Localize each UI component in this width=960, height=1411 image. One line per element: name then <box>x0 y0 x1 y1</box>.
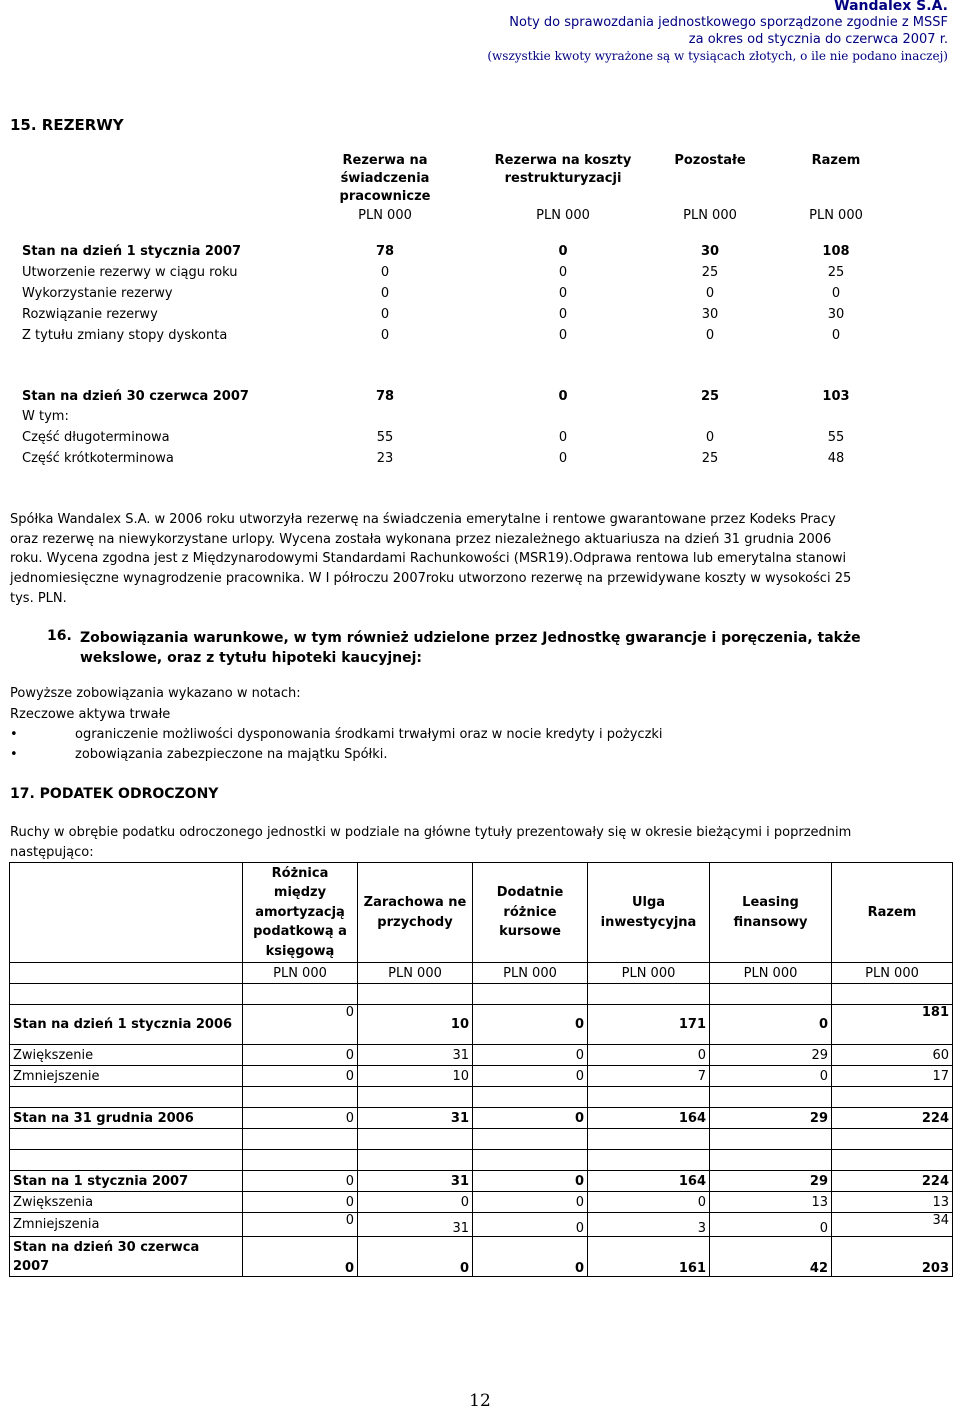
row-label: Stan na dzień 1 stycznia 2006 <box>10 1005 243 1045</box>
header-cell: Ulga inwestycyjna <box>588 863 710 963</box>
cell: 0 <box>588 1045 710 1066</box>
table-spacer-row <box>10 1129 953 1150</box>
cell: 29 <box>710 1045 832 1066</box>
header-cell: Leasing finansowy <box>710 863 832 963</box>
unit-cell: PLN 000 <box>358 963 473 984</box>
col-unit: PLN 000 <box>809 208 863 223</box>
cell: 0 <box>558 265 568 280</box>
cell: 0 <box>558 328 568 343</box>
reserves-description <box>10 510 955 609</box>
row-label: Utworzenie rezerwy w ciągu roku <box>22 265 238 280</box>
paragraph-line: jednomiesięczne wynagrodzenie pracownika. W I półroczu 2007roku utworzono rezerwę na przewidywane koszty w wysokości 25 <box>10 571 852 587</box>
cell: 29 <box>710 1171 832 1192</box>
bullet-icon: • <box>10 727 18 742</box>
row-label: Stan na 1 stycznia 2007 <box>10 1171 243 1192</box>
section-16-intro: Powyższe zobowiązania wykazano w notach: <box>10 686 301 701</box>
cell: 42 <box>710 1237 832 1277</box>
cell: 0 <box>243 1192 358 1213</box>
table-row <box>10 1213 953 1237</box>
cell: 31 <box>358 1045 473 1066</box>
col-unit: PLN 000 <box>536 208 590 223</box>
cell: 0 <box>473 1066 588 1087</box>
paragraph-line: tys. PLN. <box>10 590 67 606</box>
cell <box>10 963 243 984</box>
cell: 30 <box>827 307 845 322</box>
header-cell: Dodatnie różnice kursowe <box>473 863 588 963</box>
section-16-subhead: Rzeczowe aktywa trwałe <box>10 707 171 722</box>
cell: 25 <box>827 265 845 280</box>
company-name: Wandalex S.A. <box>834 0 948 14</box>
cell: 48 <box>827 451 845 466</box>
row-label: Stan na dzień 30 czerwca 2007 <box>22 389 249 404</box>
header-currency-note: (wszystkie kwoty wyrażone są w tysiącach złotych, o ile nie podano inaczej) <box>487 49 948 63</box>
cell: 3 <box>588 1213 710 1237</box>
cell: 0 <box>558 389 568 404</box>
cell: 0 <box>705 286 715 301</box>
unit-cell: PLN 000 <box>473 963 588 984</box>
cell: 25 <box>701 451 719 466</box>
cell: 0 <box>710 1213 832 1237</box>
row-label: Część długoterminowa <box>22 430 170 445</box>
section-16-title: Zobowiązania warunkowe, w tym również udzielone przez Jednostkę gwarancje i poręczenia, także wekslowe, oraz z tytułu hipoteki kaucyjnej: <box>80 630 861 666</box>
unit-cell: PLN 000 <box>710 963 832 984</box>
cell: 0 <box>558 307 568 322</box>
cell: 224 <box>832 1108 953 1129</box>
cell: 0 <box>380 286 390 301</box>
row-label: Zmniejszenia <box>10 1213 243 1237</box>
paragraph-line: roku. Wycena zgodna jest z Międzynarodowymi Standardami Rachunkowości (MSR19).Odprawa rentowa lub emerytalna stanowi <box>10 551 847 567</box>
row-label: Z tytułu zmiany stopy dyskonta <box>22 328 228 343</box>
cell: 161 <box>588 1237 710 1277</box>
table-row <box>10 1192 953 1213</box>
section-17-intro: Ruchy w obrębie podatku odroczonego jednostki w podziale na główne tytuły prezentowały się w okresie bieżącymi i poprzednim <box>10 825 852 840</box>
col-header-other: Pozostałe <box>674 153 746 168</box>
cell: 0 <box>710 1005 832 1045</box>
table-header-row <box>10 863 953 963</box>
header-cell: Zarachowa ne przychody <box>358 863 473 963</box>
cell: 181 <box>832 1005 953 1045</box>
cell: 31 <box>358 1108 473 1129</box>
cell: 0 <box>473 1045 588 1066</box>
page-number: 12 <box>469 1391 491 1411</box>
cell: 31 <box>358 1171 473 1192</box>
cell: 55 <box>376 430 394 445</box>
row-label: Część krótkoterminowa <box>22 451 174 466</box>
cell: 164 <box>588 1108 710 1129</box>
row-label: Zmniejszenie <box>10 1066 243 1087</box>
cell: 7 <box>588 1066 710 1087</box>
cell: 108 <box>822 244 850 259</box>
cell: 78 <box>375 244 395 259</box>
paragraph-line: Spółka Wandalex S.A. w 2006 roku utworzyła rezerwę na świadczenia emerytalne i rentowe gwarantowane przez Kodeks Pracy <box>10 512 836 527</box>
deferred-tax-table <box>9 862 953 1277</box>
row-label: W tym: <box>22 409 69 424</box>
cell: 0 <box>243 1213 358 1237</box>
bullet-item: zobowiązania zabezpieczone na majątku Spółki. <box>75 747 388 762</box>
cell: 0 <box>358 1237 473 1277</box>
cell: 0 <box>380 328 390 343</box>
cell: 0 <box>831 286 841 301</box>
cell: 0 <box>558 244 568 259</box>
cell: 0 <box>588 1192 710 1213</box>
cell: 0 <box>473 1237 588 1277</box>
table-row <box>10 1108 953 1129</box>
cell: 0 <box>558 451 568 466</box>
cell: 171 <box>588 1005 710 1045</box>
cell: 103 <box>822 389 850 404</box>
table-row <box>10 1066 953 1087</box>
cell: 0 <box>473 1005 588 1045</box>
section-17-intro-cont: następująco: <box>10 845 94 860</box>
cell: 203 <box>832 1237 953 1277</box>
row-label: Rozwiązanie rezerwy <box>22 307 158 322</box>
paragraph-line: oraz rezerwę na niewykorzystane urlopy. Wycena została wykonana przez niezależnego aktuariusza na dzień 31 grudnia 2006 <box>10 531 832 547</box>
cell: 0 <box>243 1237 358 1277</box>
cell: 0 <box>473 1192 588 1213</box>
cell: 0 <box>380 307 390 322</box>
cell: 55 <box>827 430 845 445</box>
cell: 29 <box>710 1108 832 1129</box>
row-label: Stan na dzień 1 stycznia 2007 <box>22 244 242 259</box>
col-header-total: Razem <box>811 153 861 168</box>
cell: 23 <box>376 451 394 466</box>
cell: 25 <box>701 265 719 280</box>
cell: 0 <box>710 1066 832 1087</box>
row-label: Stan na 31 grudnia 2006 <box>10 1108 243 1129</box>
table-unit-row <box>10 963 953 984</box>
section-17-title: 17. PODATEK ODROCZONY <box>10 786 219 802</box>
header-cell-empty <box>10 863 243 963</box>
row-label: Stan na dzień 30 czerwca 2007 <box>10 1237 243 1277</box>
cell: 164 <box>588 1171 710 1192</box>
cell: 30 <box>700 244 720 259</box>
cell: 0 <box>243 1108 358 1129</box>
cell: 0 <box>705 430 715 445</box>
cell: 0 <box>243 1171 358 1192</box>
section-15-title: 15. REZERWY <box>10 116 124 134</box>
cell: 0 <box>380 265 390 280</box>
bullet-icon: • <box>10 747 18 762</box>
cell: 0 <box>473 1108 588 1129</box>
table-row <box>10 1171 953 1192</box>
cell: 0 <box>243 1005 358 1045</box>
row-label: Zwiększenie <box>10 1045 243 1066</box>
cell: 0 <box>705 328 715 343</box>
table-spacer-row <box>10 984 953 1005</box>
row-label: Wykorzystanie rezerwy <box>22 286 173 301</box>
table-row <box>10 1237 953 1277</box>
header-cell: Różnica między amortyzacją podatkową a księgową <box>243 863 358 963</box>
unit-cell: PLN 000 <box>832 963 953 984</box>
cell: 60 <box>832 1045 953 1066</box>
cell: 10 <box>358 1005 473 1045</box>
cell: 34 <box>832 1213 953 1237</box>
col-header-restructuring: Rezerwa na koszty restrukturyzacji <box>494 153 632 186</box>
cell: 0 <box>243 1066 358 1087</box>
col-header-employee-benefits: Rezerwa na świadczenia pracownicze <box>339 153 431 204</box>
unit-cell: PLN 000 <box>243 963 358 984</box>
cell: 0 <box>831 328 841 343</box>
header-cell: Razem <box>832 863 953 963</box>
table-row <box>10 1045 953 1066</box>
cell: 0 <box>558 430 568 445</box>
cell: 30 <box>701 307 719 322</box>
cell: 224 <box>832 1171 953 1192</box>
cell: 0 <box>473 1213 588 1237</box>
bullet-item: ograniczenie możliwości dysponowania środkami trwałymi oraz w nocie kredyty i pożyczki <box>75 727 663 742</box>
unit-cell: PLN 000 <box>588 963 710 984</box>
cell: 0 <box>243 1045 358 1066</box>
header-notes-title: Noty do sprawozdania jednostkowego sporządzone zgodnie z MSSF <box>509 15 948 30</box>
cell: 25 <box>700 389 720 404</box>
header-period: za okres od stycznia do czerwca 2007 r. <box>688 32 948 47</box>
cell: 0 <box>473 1171 588 1192</box>
cell: 31 <box>358 1213 473 1237</box>
cell: 13 <box>710 1192 832 1213</box>
cell: 10 <box>358 1066 473 1087</box>
cell: 0 <box>558 286 568 301</box>
table-row <box>10 1005 953 1045</box>
col-unit: PLN 000 <box>358 208 412 223</box>
row-label: Zwiększenia <box>10 1192 243 1213</box>
table-spacer-row <box>10 1150 953 1171</box>
col-unit: PLN 000 <box>683 208 737 223</box>
cell: 17 <box>832 1066 953 1087</box>
cell: 78 <box>375 389 395 404</box>
cell: 0 <box>358 1192 473 1213</box>
section-16-number: 16. <box>47 628 72 644</box>
table-spacer-row <box>10 1087 953 1108</box>
cell: 13 <box>832 1192 953 1213</box>
